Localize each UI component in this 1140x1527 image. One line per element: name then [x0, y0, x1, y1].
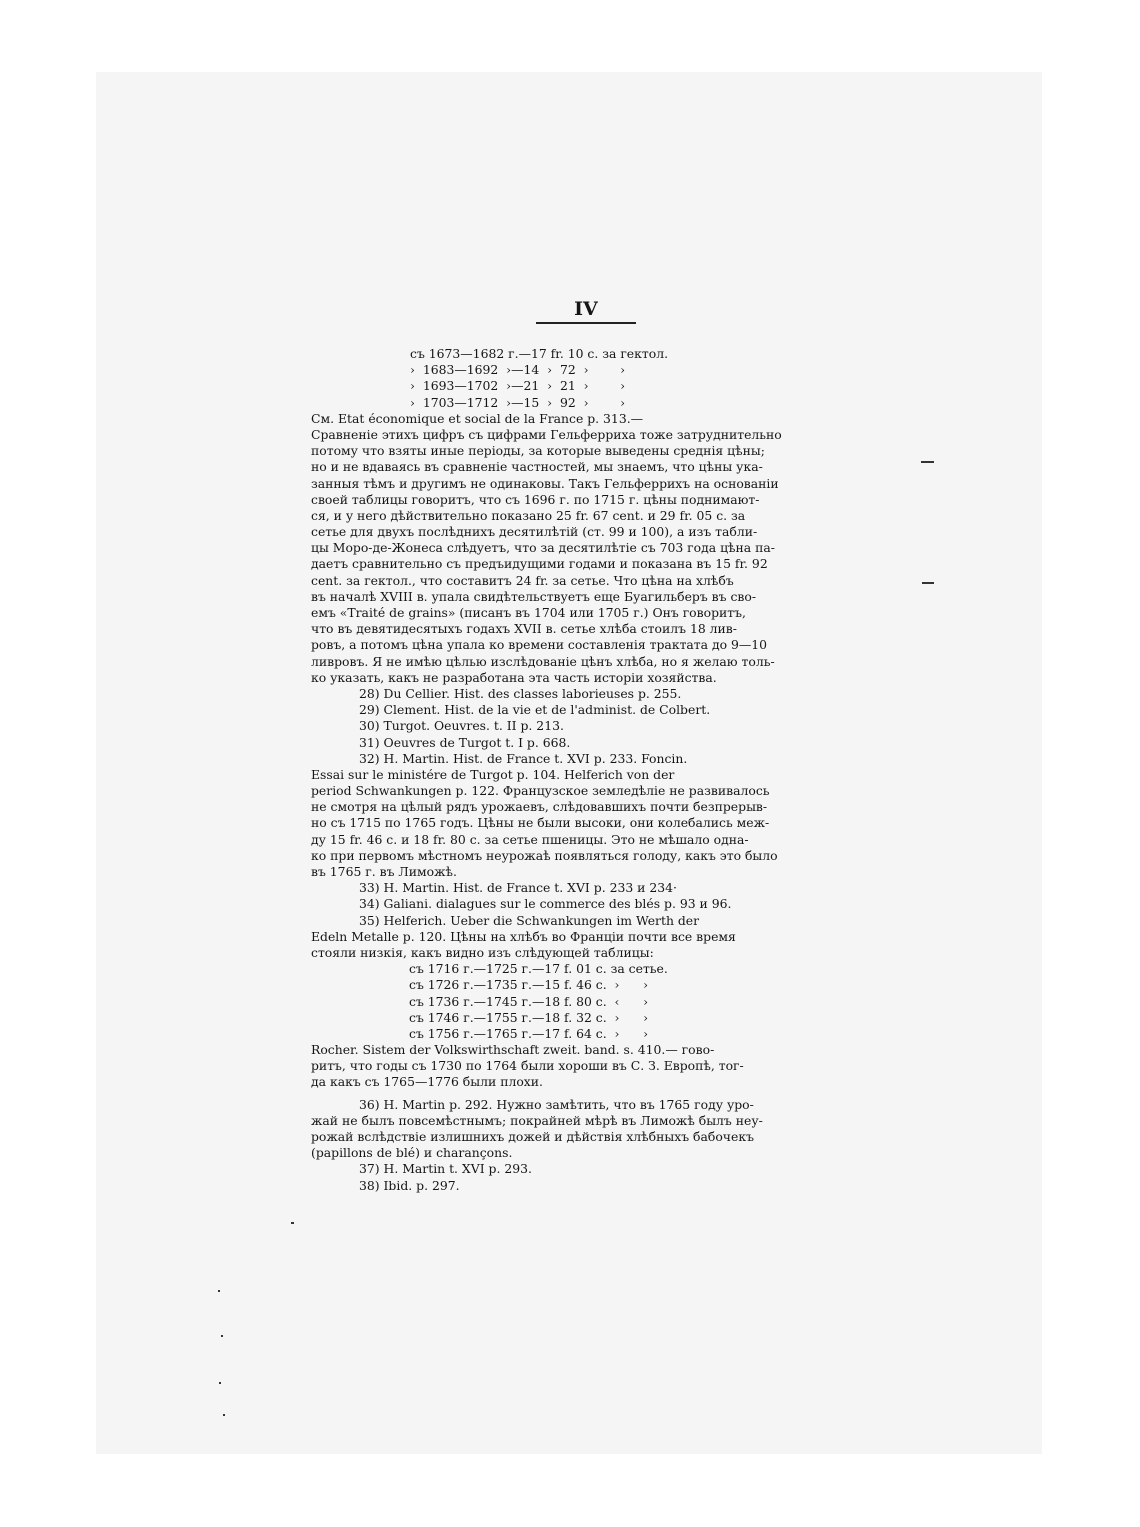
footnote: 37) H. Martin t. XVI p. 293. [359, 1161, 532, 1177]
scan-dot [219, 1382, 221, 1384]
text-line: но и не вдаваясь въ сравненіе частностей, мы знаемъ, что цѣны ука- [311, 459, 763, 475]
footnotes-28-32 [311, 686, 863, 880]
text-line: въ началѣ XVIII в. упала свидѣтельствуетъ еще Буагильберъ въ сво- [311, 588, 757, 604]
footnotes-36-38 [311, 1097, 863, 1194]
footnote: 34) Galiani. dialagues sur le commerce des blés p. 93 и 96. [359, 896, 732, 912]
footnote-continuation: period Schwankungen p. 122. Французское земледѣліе не развивалось [311, 783, 770, 799]
scan-dot [221, 1335, 223, 1337]
table-row: › 1693—1702 ›—21 › 21 › › [410, 378, 626, 394]
footnote: 31) Oeuvres de Turgot t. I p. 668. [359, 734, 571, 750]
text-line: ровъ, а потомъ цѣна упала ко времени составленія трактата до 9—10 [311, 637, 768, 653]
footnote: 29) Clement. Hist. de la vie et de l'administ. de Colbert. [359, 702, 711, 718]
page-number: IV [574, 298, 598, 320]
text-line: Сравненіе этихъ цифръ съ цифрами Гельферриха тоже затруднительно [311, 426, 782, 442]
page-text [311, 346, 863, 1194]
price-table-2 [311, 961, 863, 1042]
footnote: 32) H. Martin. Hist. de France t. XVI p. 233. Foncin. [359, 750, 688, 766]
footnote: 36) H. Martin p. 292. Нужно замѣтить, что въ 1765 году уро- [359, 1096, 754, 1112]
roscher-paragraph [311, 1042, 863, 1091]
footnote-continuation: ду 15 fr. 46 c. и 18 fr. 80 c. за сетье пшеницы. Это не мѣшало одна- [311, 831, 749, 847]
scan-dot [223, 1414, 225, 1416]
scan-dot [218, 1290, 220, 1292]
text-line: потому что взяты иные періоды, за которые выведены среднія цѣны; [311, 443, 765, 459]
text-line: даетъ сравнительно съ предъидущими годами и показана въ 15 fr. 92 [311, 556, 768, 572]
margin-mark [922, 582, 934, 584]
scan-dot [291, 1222, 294, 1224]
text-line: своей таблицы говоритъ, что съ 1696 г. по 1715 г. цѣны поднимают- [311, 491, 760, 507]
footnote: 35) Helferich. Ueber die Schwankungen im Werth der [359, 912, 700, 928]
text-line: занныя тѣмъ и другимъ не одинаковы. Такъ Гельферрихъ на основаніи [311, 475, 779, 491]
text-line: ливровъ. Я не имѣю цѣлью изслѣдованіе цѣнъ хлѣба, но я желаю толь- [311, 653, 775, 669]
text-line: См. Etat économique et social de la France p. 313.— [311, 410, 644, 426]
text-line: сетье для двухъ послѣднихъ десятилѣтій (ст. 99 и 100), а изъ табли- [311, 524, 758, 540]
table-row: съ 1673—1682 г.—17 fr. 10 c. за гектол. [410, 346, 669, 361]
footnote-continuation: Essai sur le ministére de Turgot p. 104. Helferich von der [311, 766, 675, 782]
footnote-continuation: (papillons de blé) и charançons. [311, 1145, 513, 1161]
footnote-continuation: рожай вслѣдствіе излишнихъ дожей и дѣйствія хлѣбныхъ бабочекъ [311, 1129, 754, 1144]
table-row: съ 1756 г.—1765 г.—17 f. 64 c. › › [409, 1025, 649, 1041]
footnote: 30) Turgot. Oeuvres. t. II p. 213. [359, 718, 564, 734]
text-line: ся, и у него дѣйствительно показано 25 fr. 67 cent. и 29 fr. 05 c. за [311, 507, 746, 523]
text-line: Rocher. Sistem der Volkswirthschaft zweit. band. s. 410.— гово- [311, 1042, 715, 1058]
header-rule [536, 322, 636, 324]
footnote-continuation: въ 1765 г. въ Лиможѣ. [311, 864, 457, 879]
table-row: съ 1746 г.—1755 г.—18 f. 32 c. › › [409, 1009, 649, 1025]
footnote-continuation: ко при первомъ мѣстномъ неурожаѣ появляться голоду, какъ это было [311, 847, 778, 863]
text-line: cent. за гектол., что составитъ 24 fr. за сетье. Что цѣна на хлѣбъ [311, 572, 734, 588]
table-row: съ 1716 г.—1725 г.—17 f. 01 c. за сетье. [409, 961, 668, 977]
footnote-continuation: Edeln Metalle p. 120. Цѣны на хлѣбъ во Франціи почти все время [311, 928, 736, 944]
footnote-continuation: стояли низкія, какъ видно изъ слѣдующей таблицы: [311, 944, 654, 960]
price-table-1 [311, 346, 863, 411]
footnote-continuation: не смотря на цѣлый рядъ урожаевъ, слѣдовавшихъ почти безпрерыв- [311, 799, 768, 815]
table-row: съ 1736 г.—1745 г.—18 f. 80 c. ‹ › [409, 993, 649, 1009]
text-line: что въ девятидесятыхъ годахъ XVII в. сетье хлѣба стоилъ 18 лив- [311, 621, 737, 637]
margin-mark [921, 461, 934, 463]
footnote: 28) Du Cellier. Hist. des classes laborieuses p. 255. [359, 685, 682, 701]
table-row: › 1683—1692 ›—14 › 72 › › [410, 362, 626, 378]
table-row: › 1703—1712 ›—15 › 92 › › [410, 394, 626, 410]
footnote-continuation: но съ 1715 по 1765 годъ. Цѣны не были высоки, они колебались меж- [311, 815, 770, 831]
text-line: да какъ съ 1765—1776 были плохи. [311, 1074, 543, 1090]
text-line: емъ «Traité de grains» (писанъ въ 1704 или 1705 г.) Онъ говоритъ, [311, 605, 746, 620]
footnote-continuation: жай не былъ повсемѣстнымъ; покрайней мѣрѣ въ Лиможѣ былъ неу- [311, 1112, 763, 1128]
text-line: цы Моро-де-Жонеса слѣдуетъ, что за десятилѣтіе съ 703 года цѣна па- [311, 540, 775, 556]
footnotes-33-35 [311, 880, 863, 961]
footnote: 38) Ibid. p. 297. [359, 1177, 460, 1193]
paragraph-comparison [311, 411, 863, 686]
text-line: ко указать, какъ не разработана эта часть исторіи хозяйства. [311, 669, 717, 685]
footnote: 33) H. Martin. Hist. de France t. XVI p. 233 и 234· [359, 880, 677, 896]
table-row: съ 1726 г.—1735 г.—15 f. 46 c. › › [409, 977, 649, 993]
text-line: ритъ, что годы съ 1730 по 1764 были хороши въ С. З. Европѣ, тог- [311, 1058, 744, 1074]
